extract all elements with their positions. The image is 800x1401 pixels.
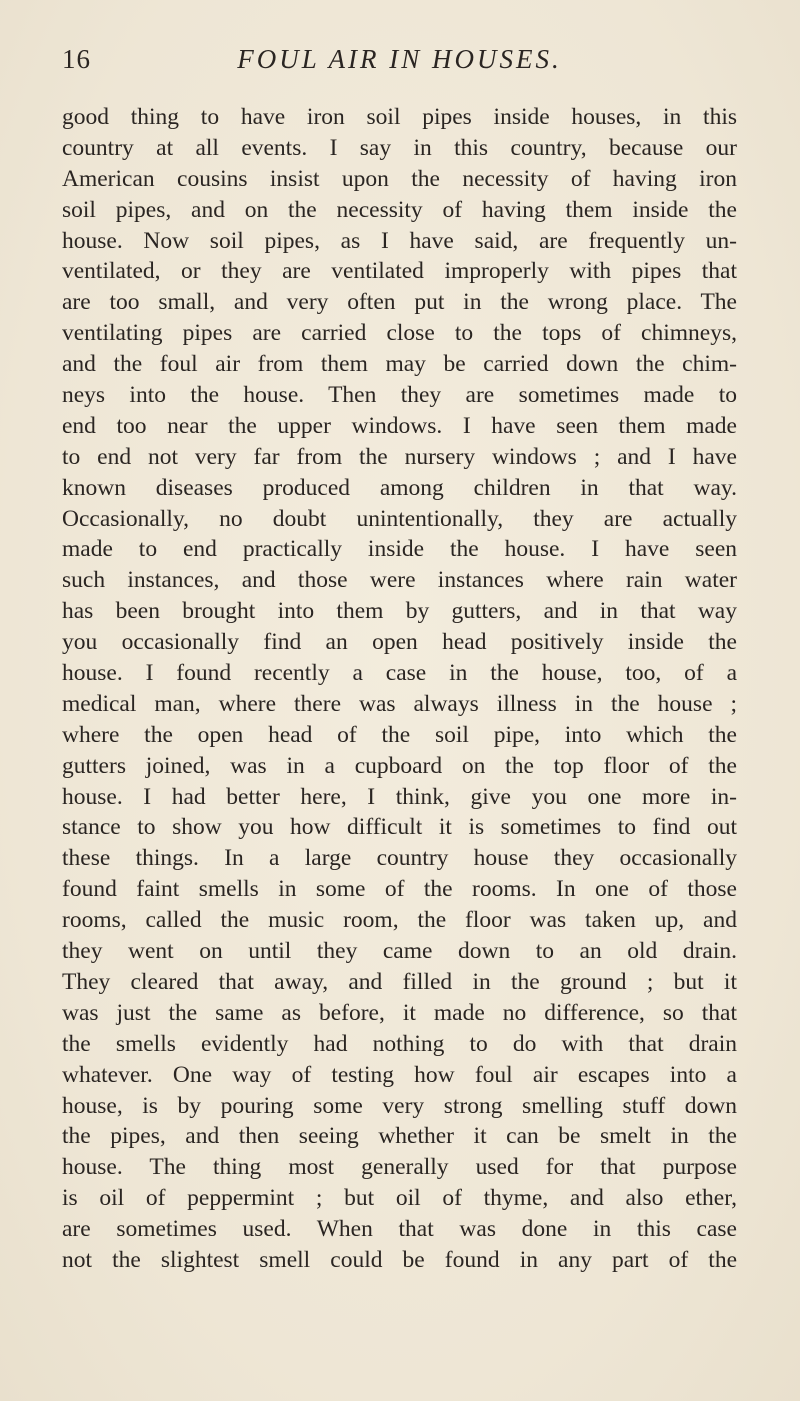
- text-line: house. I found recently a case in the house, too, of a: [62, 660, 737, 687]
- text-line: known diseases produced among children in that way.: [62, 474, 737, 501]
- text-line: not the slightest smell could be found in any part of the: [62, 1246, 737, 1273]
- text-line: are too small, and very often put in the wrong place. The: [62, 289, 737, 316]
- text-line: house. The thing most generally used for that purpose: [62, 1154, 737, 1181]
- text-line: house, is by pouring some very strong smelling stuff down: [62, 1092, 737, 1119]
- text-line: are sometimes used. When that was done in this case: [62, 1216, 737, 1243]
- running-head: [62, 44, 737, 84]
- text-line: gutters joined, was in a cupboard on the top floor of the: [62, 752, 737, 779]
- text-line: was just the same as before, it made no difference, so that: [62, 999, 737, 1026]
- running-title: FOUL AIR IN HOUSES.: [237, 44, 562, 74]
- page-number: 16: [62, 44, 91, 74]
- text-line: American cousins insist upon the necessity of having iron: [62, 165, 737, 192]
- text-line: ventilated, or they are ventilated improperly with pipes that: [62, 258, 737, 285]
- text-line: end too near the upper windows. I have seen them made: [62, 412, 737, 439]
- text-line: Occasionally, no doubt unintentionally, they are actually: [62, 505, 737, 532]
- text-line: house. I had better here, I think, give you one more in-: [62, 783, 737, 810]
- text-line: such instances, and those were instances where rain water: [62, 567, 737, 594]
- text-line: neys into the house. Then they are sometimes made to: [62, 382, 737, 409]
- text-line: made to end practically inside the house. I have seen: [62, 536, 737, 563]
- text-line: country at all events. I say in this country, because our: [62, 134, 737, 161]
- text-line: and the foul air from them may be carried down the chim-: [62, 351, 737, 378]
- text-line: the smells evidently had nothing to do with that drain: [62, 1030, 737, 1057]
- text-line: they went on until they came down to an old drain.: [62, 938, 737, 965]
- text-line: you occasionally find an open head positively inside the: [62, 629, 737, 656]
- text-line: to end not very far from the nursery windows ; and I have: [62, 443, 737, 470]
- text-line: soil pipes, and on the necessity of having them inside the: [62, 196, 737, 223]
- text-line: these things. In a large country house they occasionally: [62, 845, 737, 872]
- text-line: is oil of peppermint ; but oil of thyme, and also ether,: [62, 1185, 737, 1212]
- text-line: good thing to have iron soil pipes inside houses, in this: [62, 104, 737, 130]
- text-line: whatever. One way of testing how foul air escapes into a: [62, 1061, 737, 1088]
- text-line: rooms, called the music room, the floor was taken up, and: [62, 907, 737, 934]
- text-line: They cleared that away, and filled in the ground ; but it: [62, 968, 737, 995]
- text-line: stance to show you how difficult it is sometimes to find out: [62, 814, 737, 841]
- text-line: ventilating pipes are carried close to the tops of chimneys,: [62, 320, 737, 347]
- text-line: has been brought into them by gutters, and in that way: [62, 598, 737, 625]
- text-line: where the open head of the soil pipe, into which the: [62, 721, 737, 748]
- text-line: medical man, where there was always illness in the house ;: [62, 690, 737, 717]
- text-line: the pipes, and then seeing whether it can be smelt in the: [62, 1123, 737, 1150]
- text-line: house. Now soil pipes, as I have said, are frequently un-: [62, 227, 737, 254]
- text-line: found faint smells in some of the rooms. In one of those: [62, 876, 737, 903]
- body-text: [62, 102, 737, 1276]
